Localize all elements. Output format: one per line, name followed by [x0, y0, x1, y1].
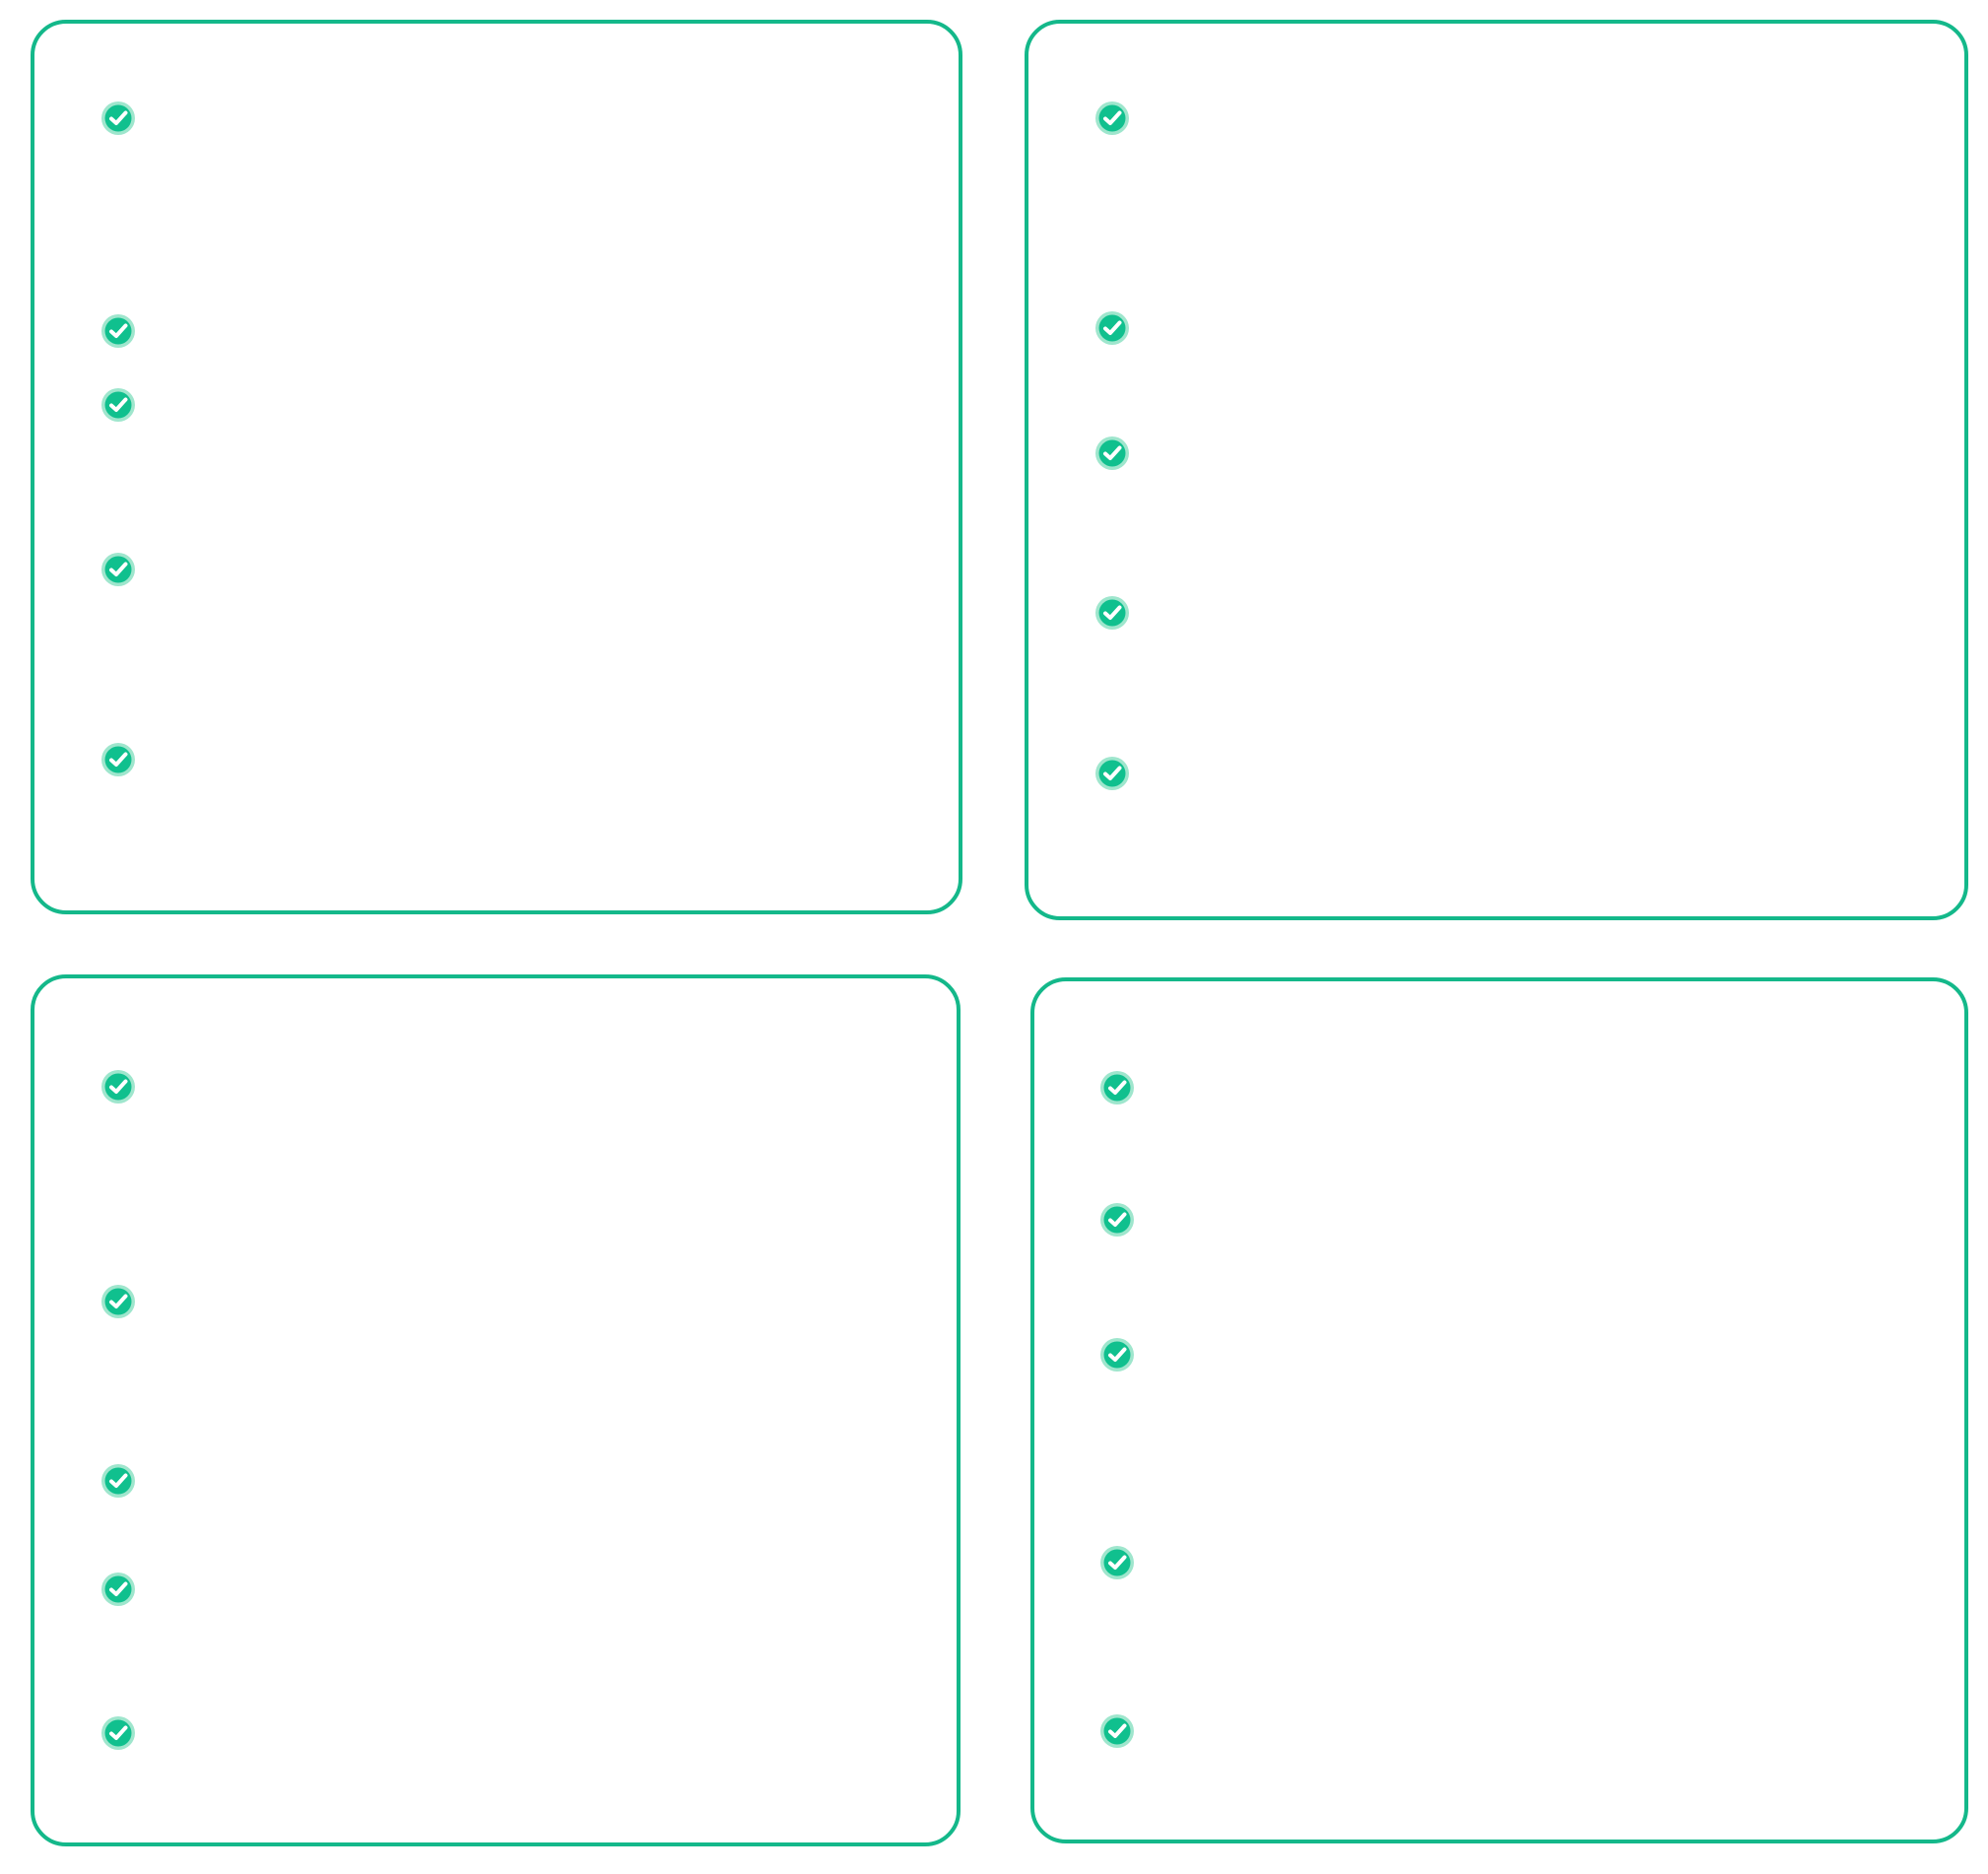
card-top-right	[1025, 20, 1968, 920]
check-circle-icon	[1099, 1713, 1135, 1749]
check-circle-icon	[100, 552, 136, 587]
check-circle-icon	[100, 387, 136, 423]
check-circle-icon	[1094, 100, 1130, 136]
check-circle-icon	[1094, 435, 1130, 471]
card-bottom-right	[1030, 977, 1968, 1843]
check-circle-icon	[100, 1284, 136, 1319]
check-circle-icon	[100, 742, 136, 777]
check-circle-icon	[1094, 310, 1130, 346]
card-top-left	[31, 20, 962, 914]
check-circle-icon	[1094, 595, 1130, 631]
check-circle-icon	[100, 1572, 136, 1607]
check-circle-icon	[100, 1463, 136, 1499]
check-circle-icon	[1094, 756, 1130, 791]
check-circle-icon	[100, 1715, 136, 1751]
check-circle-icon	[1099, 1545, 1135, 1580]
check-circle-icon	[1099, 1337, 1135, 1372]
check-circle-icon	[100, 313, 136, 349]
check-circle-icon	[1099, 1202, 1135, 1238]
check-circle-icon	[100, 1069, 136, 1104]
card-bottom-left	[31, 974, 961, 1846]
check-circle-icon	[1099, 1070, 1135, 1105]
check-circle-icon	[100, 100, 136, 136]
